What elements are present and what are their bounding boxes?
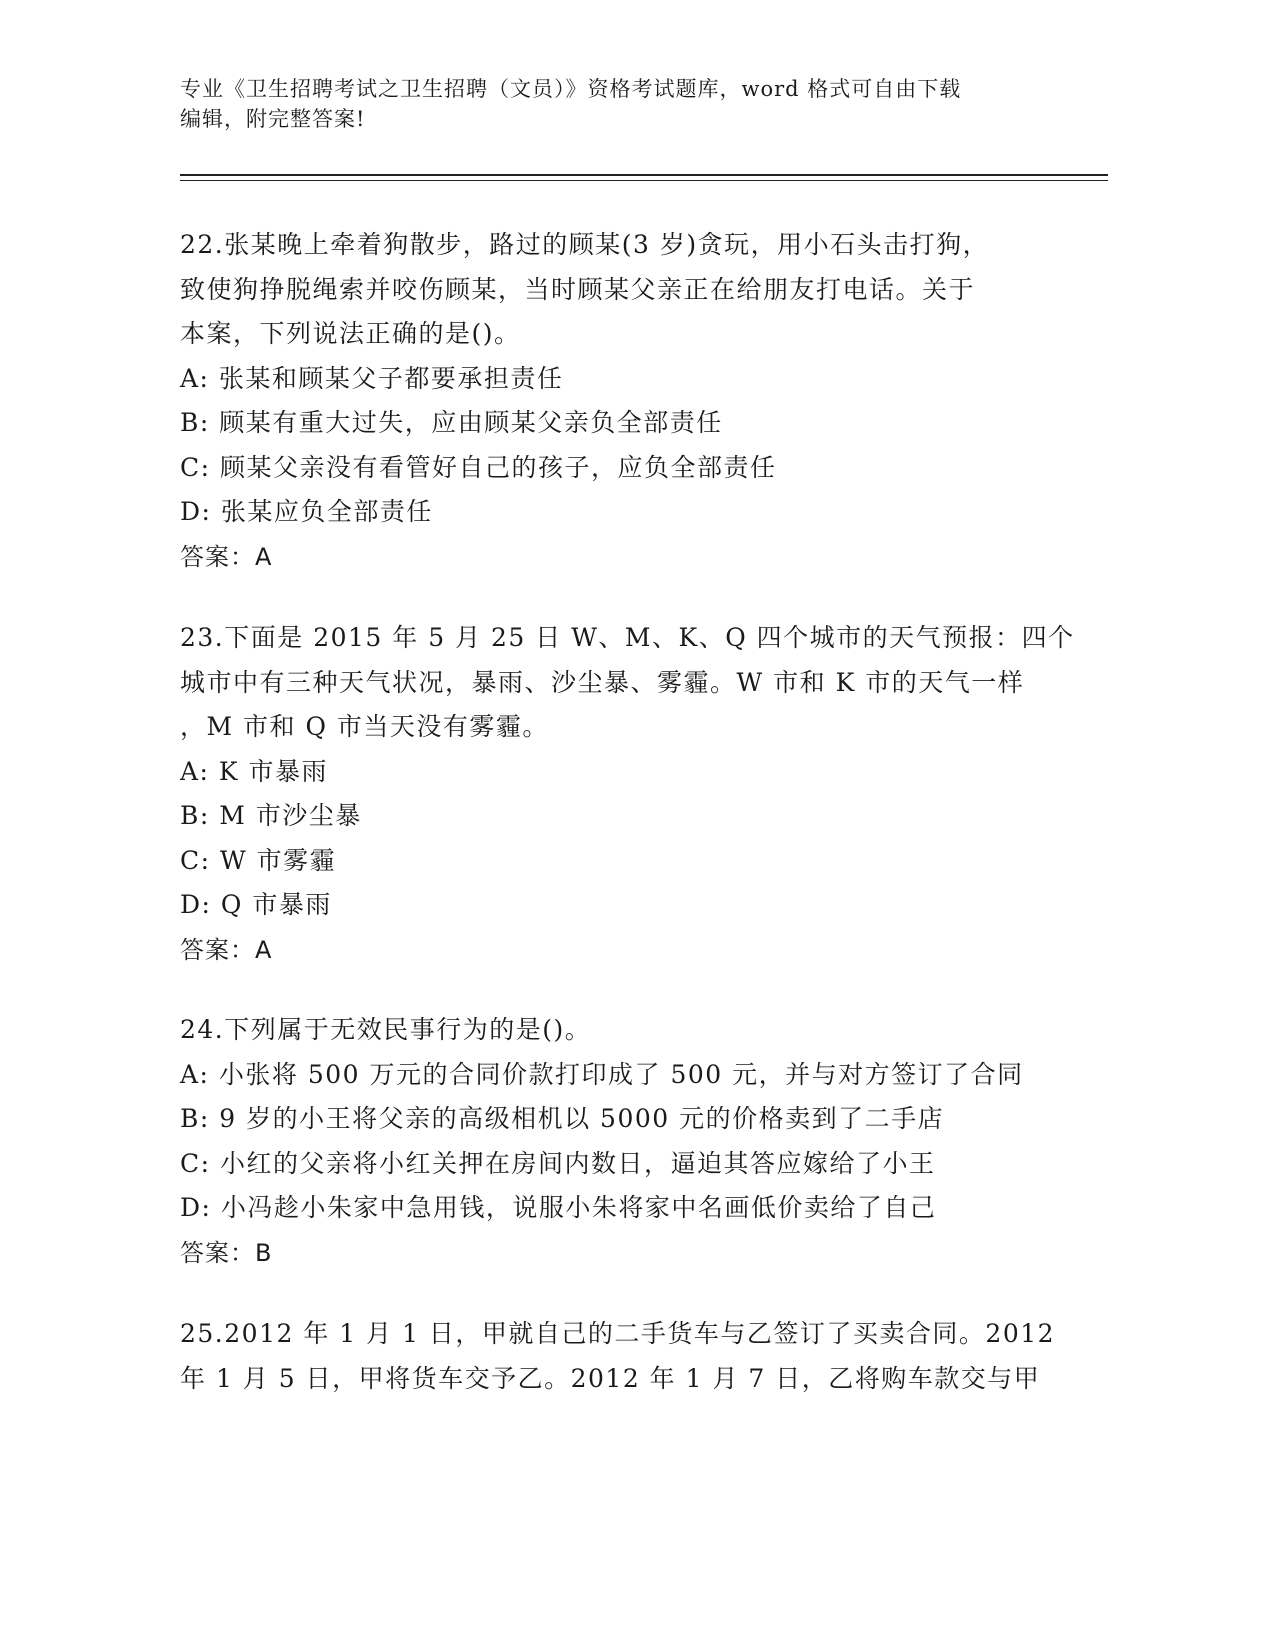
- question-stem-line: ，M 市和 Q 市当天没有雾霾。: [180, 712, 549, 741]
- document-header: [180, 74, 1050, 134]
- option-d: D: 张某应负全部责任: [180, 497, 433, 526]
- header-line-1: 专业《卫生招聘考试之卫生招聘（文员）》资格考试题库，word 格式可自由下载: [180, 77, 962, 101]
- option-b: B: 9 岁的小王将父亲的高级相机以 5000 元的价格卖到了二手店: [180, 1104, 945, 1133]
- question-stem-line: 致使狗挣脱绳索并咬伤顾某，当时顾某父亲正在给朋友打电话。关于: [180, 274, 976, 304]
- option-a: A: K 市暴雨: [180, 756, 329, 786]
- header-divider-thick: [180, 174, 1108, 176]
- answer-text: 答案：A: [180, 935, 273, 964]
- question-stem-line: 24.下列属于无效民事行为的是()。: [180, 1015, 592, 1044]
- option-a: A: 张某和顾某父子都要承担责任: [180, 363, 564, 393]
- question-22: [180, 223, 1080, 579]
- option-c: C: 小红的父亲将小红关押在房间内数日，逼迫其答应嫁给了小王: [180, 1148, 936, 1178]
- option-b: B: 顾某有重大过失，应由顾某父亲负全部责任: [180, 408, 723, 437]
- question-stem-line: 23.下面是 2015 年 5 月 25 日 W、M、K、Q 四个城市的天气预报：四个: [180, 623, 1075, 652]
- question-25: [180, 1312, 1080, 1401]
- option-d: D: Q 市暴雨: [180, 890, 332, 919]
- question-23: [180, 616, 1080, 972]
- question-stem-line: 本案，下列说法正确的是()。: [180, 319, 521, 348]
- header-divider-thin: [180, 180, 1108, 181]
- option-a: A: 小张将 500 万元的合同价款打印成了 500 元，并与对方签订了合同: [180, 1059, 1024, 1089]
- question-stem-line: 25.2012 年 1 月 1 日，甲就自己的二手货车与乙签订了买卖合同。2012: [180, 1319, 1056, 1348]
- answer-text: 答案：A: [180, 542, 273, 571]
- question-stem-line: 22.张某晚上牵着狗散步，路过的顾某(3 岁)贪玩，用小石头击打狗，: [180, 230, 990, 259]
- option-d: D: 小冯趁小朱家中急用钱，说服小朱将家中名画低价卖给了自己: [180, 1193, 937, 1222]
- question-stem-line: 城市中有三种天气状况，暴雨、沙尘暴、雾霾。W 市和 K 市的天气一样: [180, 667, 1025, 697]
- question-24: [180, 1008, 1080, 1275]
- header-line-2: 编辑，附完整答案!: [180, 107, 366, 131]
- option-b: B: M 市沙尘暴: [180, 801, 362, 830]
- option-c: C: 顾某父亲没有看管好自己的孩子，应负全部责任: [180, 452, 777, 482]
- question-stem-line: 年 1 月 5 日，甲将货车交予乙。2012 年 1 月 7 日，乙将购车款交与甲: [180, 1363, 1041, 1393]
- option-c: C: W 市雾霾: [180, 845, 337, 875]
- answer-text: 答案：B: [180, 1238, 273, 1267]
